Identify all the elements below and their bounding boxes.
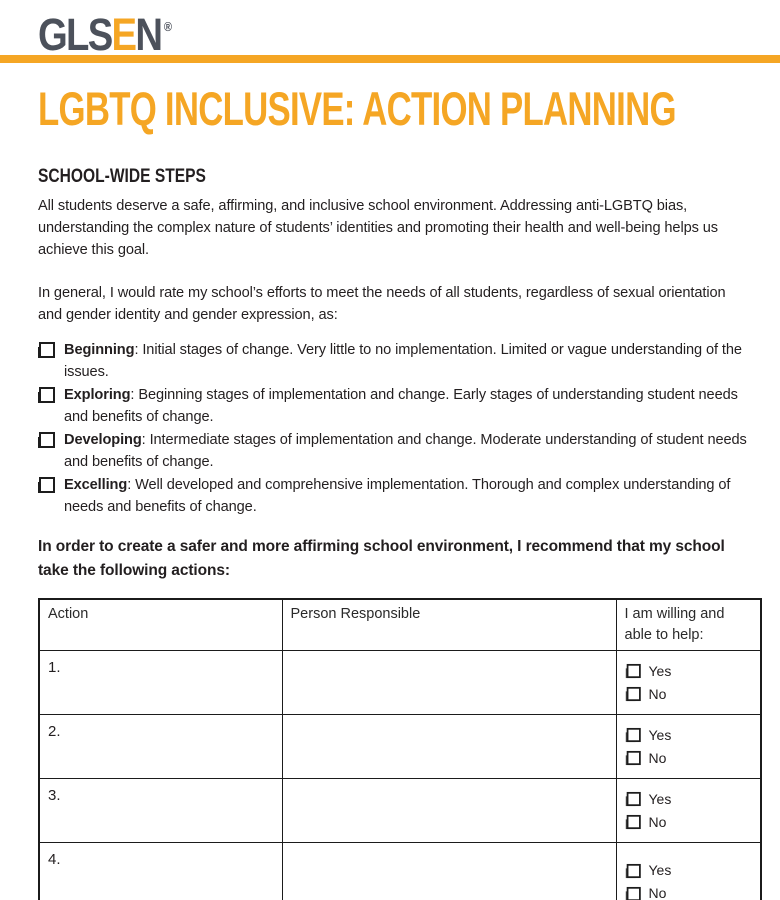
rating-option-description: : Initial stages of change. Very little to no implementation. Limited or vague understanding of the issues. [64,342,742,380]
row-number: 2. [48,723,61,740]
yes-checkbox-icon[interactable] [625,728,640,742]
col-header-willing-to-help: I am willing and able to help: [616,599,761,651]
action-cell[interactable] [39,779,282,843]
table-row-3 [39,779,761,843]
no-option [625,882,753,900]
no-option [625,811,753,834]
help-cell [616,779,761,843]
checkbox-icon[interactable] [38,342,55,358]
header [0,0,780,63]
table-row-4 [39,843,761,900]
glsen-logo [38,8,172,60]
action-planning-table [38,598,762,900]
row-number: 1. [48,659,61,676]
table-row-1 [39,651,761,715]
logo-row [0,0,780,60]
rating-option-text [64,384,747,428]
person-responsible-cell[interactable] [282,651,616,715]
rating-option-description: : Well developed and comprehensive implementation. Thorough and complex understanding of needs and benefits of change. [64,477,731,515]
rating-option-label: Exploring [64,387,131,403]
table-header-row [39,599,761,651]
yes-checkbox-icon[interactable] [625,664,640,678]
rating-option-text [64,429,747,473]
action-cell[interactable] [39,715,282,779]
rating-option-developing [38,429,747,473]
intro-paragraph: All students deserve a safe, affirming, and inclusive school environment. Addressing anti-LGBTQ bias, understanding the complex nature of students’ identities and promoting their health and well-being helps us achieve this goal. [38,198,718,258]
yes-checkbox-icon[interactable] [625,792,640,806]
help-cell [616,651,761,715]
yes-option [625,788,753,811]
document-body [0,82,780,900]
rating-option-label: Developing [64,432,142,448]
checkbox-icon[interactable] [38,432,55,448]
no-label: No [648,813,667,830]
no-option [625,683,753,706]
rating-option-text [64,474,747,518]
yes-label: Yes [648,862,672,879]
yes-option [625,660,753,683]
yes-label: Yes [648,726,672,743]
person-responsible-cell[interactable] [282,843,616,900]
yes-option [625,724,753,747]
yes-option [625,859,753,882]
registered-trademark-mark: ® [163,19,172,34]
checkbox-icon[interactable] [38,387,55,403]
rating-prompt: In general, I would rate my school’s efforts to meet the needs of all students, regardless of sexual orientation and gender identity and gender expression, as: [38,285,726,323]
no-checkbox-icon[interactable] [625,751,640,765]
logo-accent-letter: E [111,9,136,60]
rating-options-list [38,339,747,518]
yes-label: Yes [648,790,672,807]
row-number: 3. [48,787,61,804]
col-header-action: Action [39,599,282,651]
person-responsible-cell[interactable] [282,779,616,843]
rating-option-description: : Intermediate stages of implementation and change. Moderate understanding of student needs and benefits of change. [64,432,747,470]
no-checkbox-icon[interactable] [625,887,640,900]
rating-option-exploring [38,384,747,428]
rating-option-text [64,339,747,383]
action-cell[interactable] [39,651,282,715]
rating-option-label: Beginning [64,342,135,358]
checkbox-icon[interactable] [38,477,55,493]
no-checkbox-icon[interactable] [625,815,640,829]
recommendation-statement: In order to create a safer and more affirming school environment, I recommend that my school take the following actions: [38,538,725,579]
yes-checkbox-icon[interactable] [625,864,640,878]
page-title: LGBTQ INCLUSIVE: ACTION PLANNING [38,82,676,135]
col-header-person-responsible: Person Responsible [282,599,616,651]
logo-text-dark-2: N [135,9,162,60]
rating-option-excelling [38,474,747,518]
no-option [625,747,753,770]
help-cell [616,715,761,779]
no-label: No [648,685,667,702]
logo-text-dark-1: GLS [38,9,112,60]
help-cell [616,843,761,900]
rating-option-beginning [38,339,747,383]
action-cell[interactable] [39,843,282,900]
row-number: 4. [48,851,61,868]
no-label: No [648,885,667,900]
person-responsible-cell[interactable] [282,715,616,779]
section-heading: SCHOOL-WIDE STEPS [38,166,206,187]
no-checkbox-icon[interactable] [625,687,640,701]
table-row-2 [39,715,761,779]
yes-label: Yes [648,662,672,679]
no-label: No [648,749,667,766]
rating-option-label: Excelling [64,477,128,493]
rating-option-description: : Beginning stages of implementation and change. Early stages of understanding student needs and benefits of change. [64,387,738,425]
